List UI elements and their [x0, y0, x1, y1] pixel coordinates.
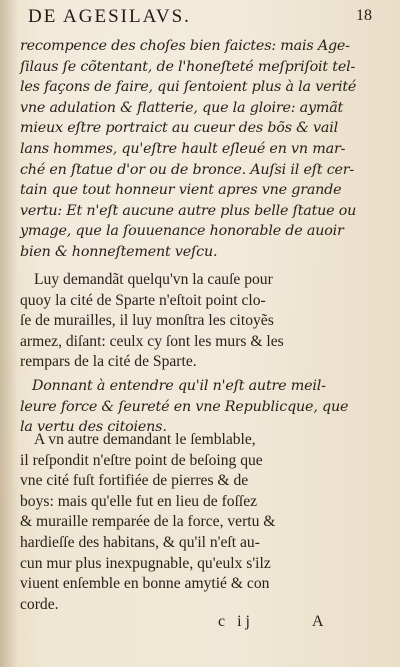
text-line: Luy demandãt quelqu'vn la cauſe pour — [34, 271, 273, 288]
text-line: ché en ſtatue d'or ou de bronce. Auſsi il eſt cer- — [20, 161, 355, 178]
text-line: & muraille remparée de la force, vertu & — [20, 513, 276, 531]
gutter-shadow — [0, 0, 18, 667]
text-line: boys: mais qu'elle fut en lieu de foſſez — [20, 492, 258, 510]
passage-1 — [20, 36, 370, 263]
page-footer — [0, 610, 400, 636]
text-line: corde. — [20, 595, 59, 613]
text-line: vertu: Et n'eſt aucune autre plus belle ſtatue ou — [20, 202, 357, 219]
text-line: A vn autre demandant le ſemblable, — [34, 431, 256, 448]
text-line: mieux eſtre portraict au cueur des bõs & vail — [20, 120, 338, 137]
text-line: lans hommes, qu'eſtre hault eſleué en vn mar- — [20, 140, 346, 157]
signature-mark: c ij — [218, 613, 254, 630]
catchword: A — [312, 613, 324, 630]
text-line: leure force & ſeureté en vne Republicque, que — [20, 398, 349, 415]
passage-4 — [20, 430, 370, 615]
text-line: recompence des choſes bien faictes: mais Age- — [20, 38, 350, 54]
text-line: vne adulation & flatterie, que la gloire: aymãt — [20, 99, 344, 116]
text-line: Donnant à entendre qu'il n'eſt autre meil- — [32, 378, 326, 394]
text-line: il reſpondit n'eſtre point de beſoing que — [20, 451, 263, 469]
text-line: quoy la cité de Sparte n'eſtoit point clo- — [20, 291, 266, 309]
text-line: ymage, que la ſouuenance honorable de auoir — [20, 223, 344, 240]
text-line: la vertu des citoiens. — [20, 419, 167, 436]
passage-3 — [20, 376, 370, 438]
text-line: ſe de murailles, il luy monſtra les citoyẽs — [20, 312, 274, 330]
text-line: ſilaus ſe cõtentant, de l'honeſteté meſpriſoit tel- — [20, 58, 356, 75]
page-number: 18 — [356, 7, 372, 24]
text-line: vne cité fuſt fortifiée de pierres & de — [20, 472, 249, 490]
text-line: rempars de la cité de Sparte. — [20, 353, 197, 371]
text-line: viuent enſemble en bonne amytié & con — [20, 575, 270, 593]
page-header — [18, 4, 378, 34]
text-line: cun mur plus inexpugnable, qu'eulx s'ilz — [20, 554, 271, 572]
running-head: DE AGESILAVS. — [28, 6, 191, 27]
text-line: tain que tout honneur vient apres vne grande — [20, 182, 342, 199]
text-line: hardieſſe des habitans, & qu'il n'eſt au- — [20, 533, 260, 551]
text-line: les façons de faire, qui ſentoient plus à la verité — [20, 79, 357, 96]
text-line: bien & honneſtement veſcu. — [20, 243, 218, 260]
text-line: armez, diſant: ceulx cy ſont les murs & les — [20, 332, 284, 350]
passage-2 — [20, 270, 370, 373]
